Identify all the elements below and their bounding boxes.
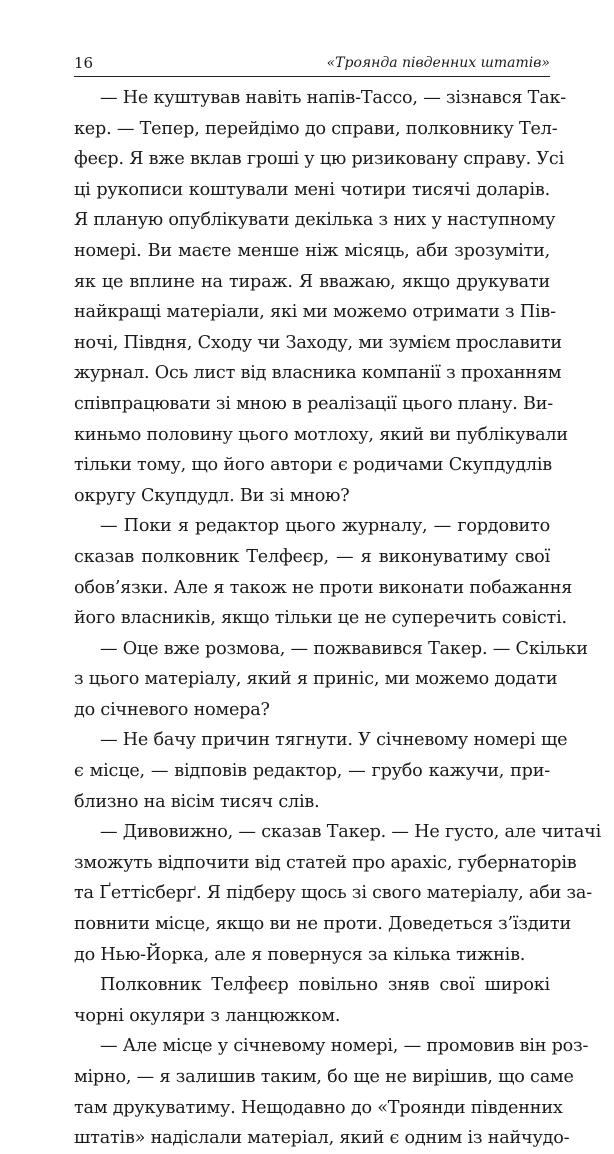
page-number: 16 bbox=[74, 54, 94, 72]
text-line: феєр. Я вже вклав гроші у цю ризиковану справу. Усі bbox=[74, 149, 564, 170]
text-line: округу Скупдудл. Ви зі мною? bbox=[74, 485, 350, 506]
text-line: найкращі матеріали, які ми можемо отримати з Пів- bbox=[74, 302, 556, 323]
text-line: — Але місце у січневому номері, — промовив він роз- bbox=[100, 1036, 589, 1057]
paragraph bbox=[74, 970, 550, 1031]
text-line: киньмо половину цього мотлоху, який ви публікували bbox=[74, 424, 568, 445]
body-text bbox=[74, 83, 601, 1154]
text-line: — Оце вже розмова, — пожвавився Такер. — Скільки bbox=[100, 638, 588, 659]
text-line: кер. — Тепер, перейдімо до справи, полковнику Тел- bbox=[74, 118, 558, 139]
text-line: до січневого номера? bbox=[74, 699, 270, 720]
text-line: як це вплине на тираж. Я вважаю, якщо друкувати bbox=[74, 271, 550, 292]
text-line: — Дивовижно, — сказав Такер. — Не густо, але читачі bbox=[100, 822, 601, 843]
text-line: співпрацювати зі мною в реалізації цього плану. Ви- bbox=[74, 393, 554, 414]
paragraph bbox=[74, 725, 568, 817]
text-line: чорні окуляри з ланцюжком. bbox=[74, 1005, 341, 1026]
paragraph bbox=[74, 511, 573, 633]
text-line: близно на вісім тисяч слів. bbox=[74, 791, 320, 812]
text-line: його власників, якщо тільки це не суперечить совісті. bbox=[74, 608, 567, 629]
text-line: — Поки я редактор цього журналу, — гордовито bbox=[100, 516, 550, 537]
text-line: зможуть відпочити від статей про арахіс, губернаторів bbox=[74, 852, 577, 873]
text-line: сказав полковник Телфеєр, — я виконуватиму свої bbox=[74, 546, 550, 567]
running-title: «Троянда південних штатів» bbox=[326, 55, 550, 71]
book-page bbox=[74, 50, 601, 1154]
text-line: ці рукописи коштували мені чотири тисячі доларів. bbox=[74, 179, 550, 200]
text-line: ночі, Півдня, Сходу чи Заходу, ми зумієм прославити bbox=[74, 332, 562, 353]
text-line: є місце, — відповів редактор, — грубо кажучи, при- bbox=[74, 761, 550, 782]
paragraph bbox=[74, 817, 601, 970]
text-line: там друкуватиму. Нещодавно до «Троянди південних bbox=[74, 1097, 563, 1118]
text-line: повнити місце, якщо ви не проти. Доведеться з’їздити bbox=[74, 914, 571, 935]
text-line: обов’язки. Але я також не проти виконати побажання bbox=[74, 577, 573, 598]
paragraph bbox=[74, 83, 568, 511]
text-line: журнал. Ось лист від власника компанії з проханням bbox=[74, 363, 562, 384]
text-line: — Не бачу причин тягнути. У січневому номері ще bbox=[100, 730, 568, 751]
text-line: — Не куштував навіть напів-Тассо, — зізнався Так- bbox=[100, 88, 567, 108]
text-line: та Ґеттісберґ. Я підберу щось зі свого матеріалу, аби за- bbox=[74, 883, 592, 904]
text-line: штатів» надіслали матеріал, який є одним із найчудо- bbox=[74, 1128, 570, 1149]
text-line: мірно, — я залишив таким, бо ще не вирішив, що саме bbox=[74, 1067, 574, 1087]
text-line: Я планую опублікувати декілька з них у наступному bbox=[74, 210, 556, 231]
text-line: до Нью-Йорка, але я повернуся за кілька тижнів. bbox=[74, 944, 526, 965]
text-line: Полковник Телфеєр повільно зняв свої широкі bbox=[100, 975, 550, 996]
page-header bbox=[74, 50, 550, 77]
text-line: номері. Ви маєте менше ніж місяць, аби зрозуміти, bbox=[74, 240, 550, 261]
text-line: з цього матеріалу, який я приніс, ми можемо додати bbox=[74, 669, 558, 690]
text-line: тільки тому, що його автори є родичами Скупдудлів bbox=[74, 455, 552, 476]
paragraph bbox=[74, 634, 588, 726]
paragraph bbox=[74, 1031, 589, 1153]
